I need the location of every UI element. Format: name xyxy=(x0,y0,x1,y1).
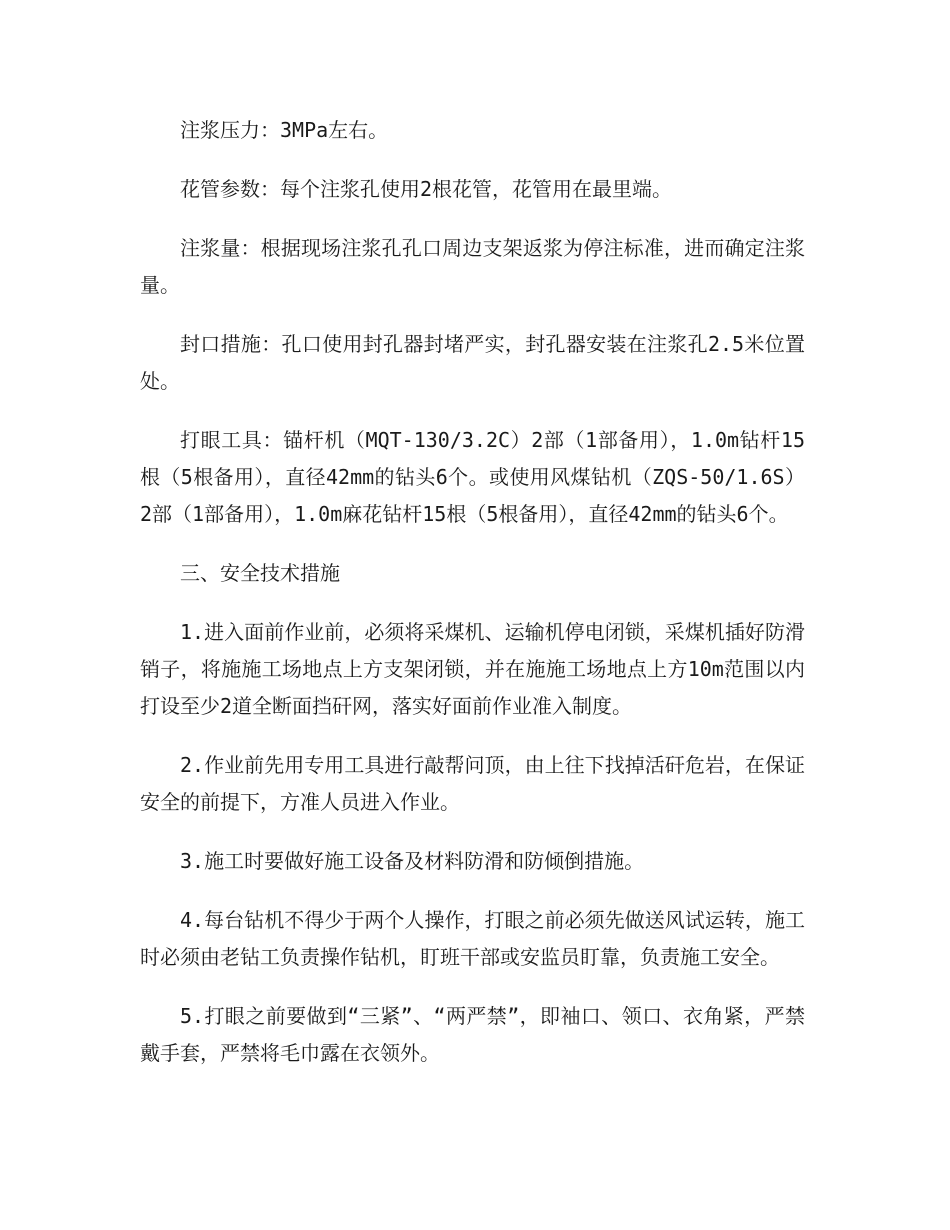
paragraph-grouting-volume: 注浆量：根据现场注浆孔孔口周边支架返浆为停注标准，进而确定注浆量。 xyxy=(140,236,805,297)
paragraph-safety-1: 1.进入面前作业前，必须将采煤机、运输机停电闭锁，采煤机插好防滑销子，将施施工场地点上方支架闭锁，并在施施工场地点上方10m范围以内打设至少2道全断面挡矸网，落实好面前作业准入制度。 xyxy=(140,620,805,718)
paragraph-safety-2: 2.作业前先用专用工具进行敲帮问顶，由上往下找掉活矸危岩，在保证安全的前提下，方准人员进入作业。 xyxy=(140,753,805,814)
paragraph-grouting-pressure: 注浆压力：3MPa左右。 xyxy=(180,118,389,142)
section-heading-safety: 三、安全技术措施 xyxy=(180,561,340,585)
paragraph-safety-4: 4.每台钻机不得少于两个人操作，打眼之前必须先做送风试运转，施工时必须由老钻工负责操作钻机，盯班干部或安监员盯靠，负责施工安全。 xyxy=(140,908,805,969)
paragraph-perforated-pipe: 花管参数：每个注浆孔使用2根花管，花管用在最里端。 xyxy=(180,177,673,201)
document-body xyxy=(140,112,805,1094)
paragraph-sealing-measures: 封口措施：孔口使用封孔器封堵严实，封孔器安装在注浆孔2.5米位置处。 xyxy=(140,332,805,393)
paragraph-safety-3: 3.施工时要做好施工设备及材料防滑和防倾倒措施。 xyxy=(180,849,645,873)
paragraph-drilling-tools: 打眼工具：锚杆机（MQT-130/3.2C）2部（1部备用），1.0m钻杆15根（5根备用），直径42mm的钻头6个。或使用风煤钻机（ZQS-50/1.6S）2部（1部备用），1.0m麻花钻杆15根（5根备用），直径42mm的钻头6个。 xyxy=(140,428,805,526)
paragraph-safety-5: 5.打眼之前要做到“三紧”、“两严禁”，即袖口、领口、衣角紧，严禁戴手套，严禁将毛巾露在衣领外。 xyxy=(140,1004,805,1065)
